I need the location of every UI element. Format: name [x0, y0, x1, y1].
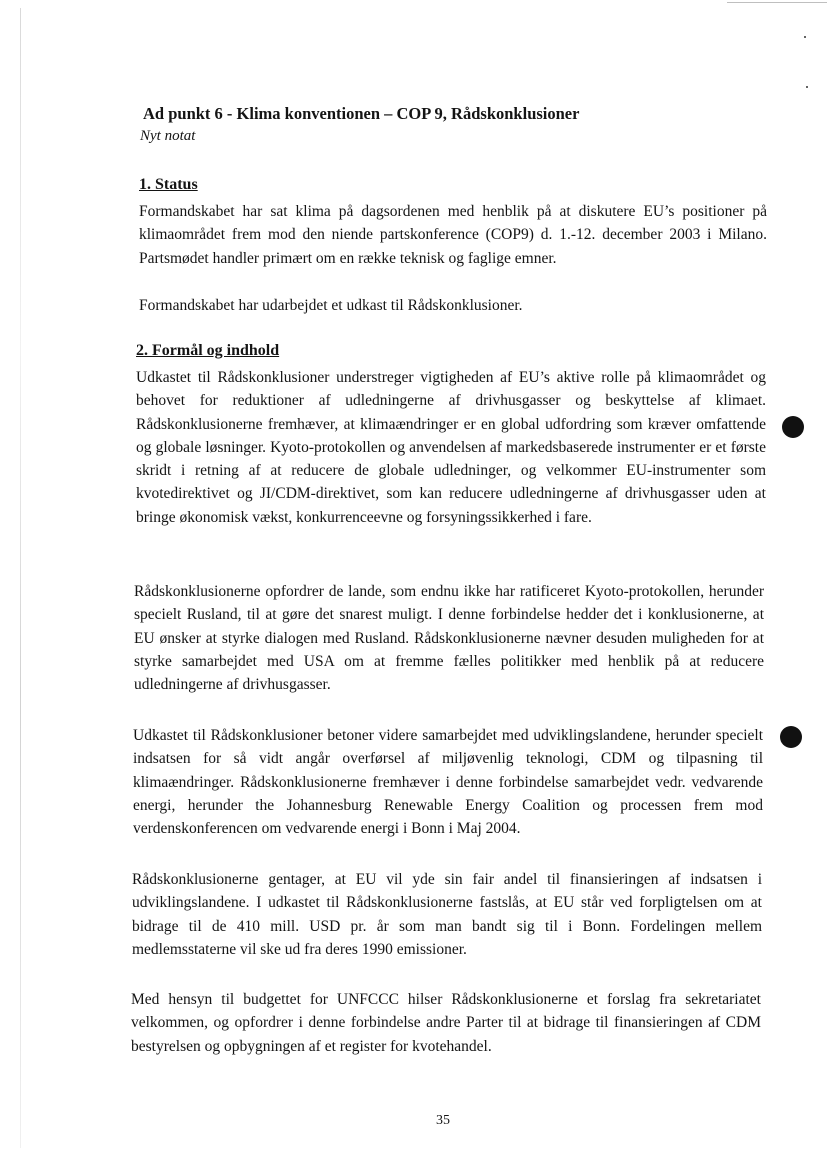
purpose-paragraph-5: Med hensyn til budgettet for UNFCCC hilser Rådskonklusionerne et forslag fra sekretariatet velkommen, og opfordrer i denne forbindelse andre Parter til at bidrage til finansieringen af CDM bestyrelsen og opbygningen af et register for kvotehandel.	[131, 991, 761, 1055]
scan-speck	[804, 36, 806, 38]
status-paragraph-1: Formandskabet har sat klima på dagsordenen med henblik på at diskutere EU’s positioner på klimaområdet frem mod den niende partskonference (COP9) d. 1.-12. december 2003 i Milano. Partsmødet handler primært om en række teknisk og faglige emner.	[139, 203, 767, 267]
purpose-paragraph-2: Rådskonklusionerne opfordrer de lande, som endnu ikke har ratificeret Kyoto-protokollen, herunder specielt Rusland, til at gøre det snarest muligt. I denne forbindelse hedder det i konklusionerne, at EU ønsker at styrke dialogen med Rusland. Rådskonklusionerne nævner desuden muligheden for at styrke samarbejdet med USA om at fremme fælles politikker med henblik på at reducere udledningerne af drivhusgasser.	[134, 583, 764, 694]
status-paragraph-2: Formandskabet har udarbejdet et udkast til Rådskonklusioner.	[139, 297, 523, 314]
scan-top-line	[727, 2, 827, 3]
section-heading-purpose: 2. Formål og indhold	[136, 342, 280, 359]
scan-speck	[806, 86, 808, 88]
purpose-paragraph-1: Udkastet til Rådskonklusioner understreger vigtigheden af EU’s aktive rolle på klimaområdet og behovet for reduktioner af udledningerne af drivhusgasser og beskyttelse af klimaet. Rådskonklusionerne fremhæver, at klimaændringer er en global udfordring som kræver omfattende og globale løsninger. Kyoto-protokollen og anvendelsen af markedsbaserede instrumenter er et første skridt i retning af at reducere de globale udledninger, og velkommer EU-instrumenter som kvotedirektivet og JI/CDM-direktivet, som kan reducere udledningerne af drivhusgasser uden at bringe økonomisk vækst, konkurrenceevne og forsyningssikkerhed i fare.	[136, 369, 766, 526]
margin-bullet-mark	[782, 416, 804, 438]
purpose-paragraph-3: Udkastet til Rådskonklusioner betoner videre samarbejdet med udviklingslandene, herunder specielt indsatsen for så vidt angår overførsel af miljøvenlig teknologi, CDM og tilpasning til klimaændringer. Rådskonklusionerne fremhæver i denne forbindelse samarbejdet vedr. vedvarende energi, herunder the Johannesburg Renewable Energy Coalition og processen frem mod verdenskonferencen om vedvarende energi i Bonn i Maj 2004.	[133, 727, 763, 838]
scan-binding-edge	[20, 8, 21, 1148]
margin-bullet-mark	[780, 726, 802, 748]
section-heading-status: 1. Status	[139, 176, 198, 193]
document-title: Ad punkt 6 - Klima konventionen – COP 9, Rådskonklusioner	[143, 104, 580, 123]
document-subtitle: Nyt notat	[140, 128, 196, 144]
page-number: 35	[436, 1113, 450, 1128]
purpose-paragraph-4: Rådskonklusionerne gentager, at EU vil yde sin fair andel til finansieringen af indsatsen i udviklingslandene. I udkastet til Rådskonklusionerne fastslås, at EU står ved forpligtelsen om at bidrage til de 410 mill. USD pr. år som man bandt sig til i Bonn. Fordelingen mellem medlemsstaterne vil ske ud fra deres 1990 emissioner.	[132, 871, 762, 958]
